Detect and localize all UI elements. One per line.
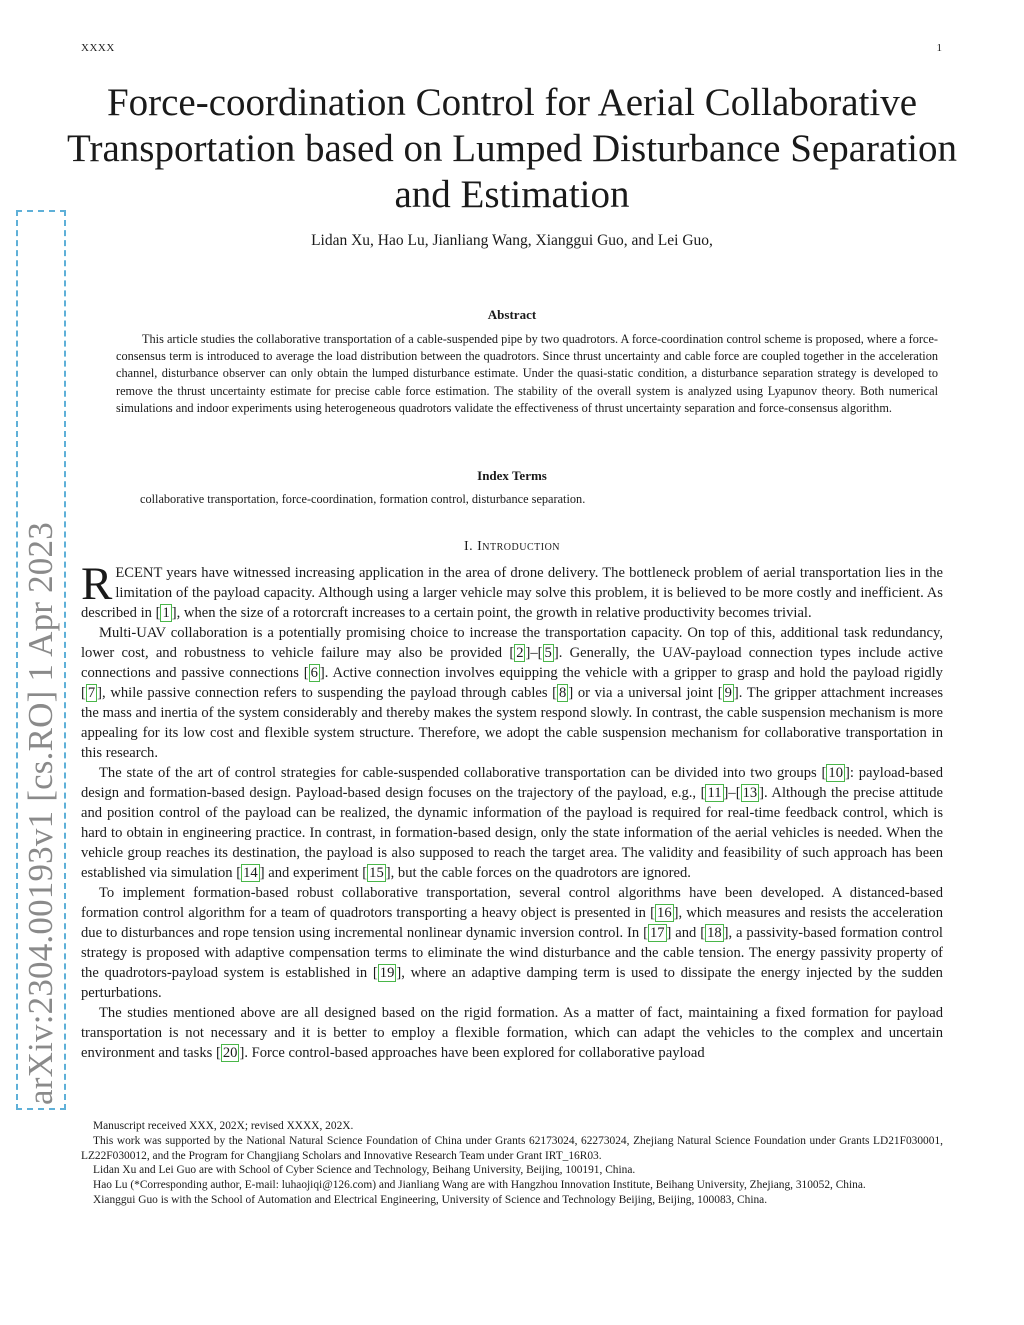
footnote: Xianggui Guo is with the School of Automation and Electrical Engineering, University of Science and Technology Beijing, Beijing, 100083, China. [93, 1193, 768, 1206]
citation-link[interactable]: 8 [559, 685, 567, 701]
paragraph-text: or via a universal joint [573, 685, 718, 701]
footnote: This work was supported by the National Natural Science Foundation of China under Grants 62173024, 62273024, Zhejiang Natural Science Foundation under Grants LD21F030001, LZ22F030012, and the Program for Changjiang Scholars and Innovative Research Team under Grant IRT_16R03. [81, 1134, 943, 1162]
paragraph-text: Multi-UAV collaboration is a potentially promising choice to increase the transportation capacity. On top of this, additional task redundancy, lower cost, and robustness to vehicle failure may also be provided [81, 625, 943, 661]
citation-dash: – [530, 645, 538, 661]
paper-title: Force-coordination Control for Aerial Collaborative Transportation based on Lumped Disturbance Separation and Estimation [67, 81, 957, 216]
citation-link[interactable]: 11 [707, 785, 722, 801]
citation-link[interactable]: 6 [310, 665, 318, 681]
section-heading [0, 539, 1024, 555]
paragraph-text: The state of the art of control strategies for cable-suspended collaborative transportation can be divided into two groups [99, 765, 822, 781]
arxiv-stamp[interactable]: arXiv:2304.00193v1 [cs.RO] 1 Apr 2023 [16, 210, 66, 1110]
paragraph: Multi-UAV collaboration is a potentially promising choice to increase the transportation capacity. On top of this, additional task redundancy, lower cost, and robustness to vehicle failure may also be provided [ 2 ]–[ 5 ]. Generally, the UAV-payload connection types include active connections and passive connections [ 6 ]. Active connection involves equipping the vehicle with a gripper to grasp and hold the payload rigidly [ 7 ], while passive connection refers to suspending the payload through cables [ 8 ] or via a universal joint [ 9 ]. The gripper attachment increases the mass and inertia of the system considerably and thereby makes the system respond slowly. In contrast, the cable suspension mechanism is more appealing for its low cost and flexible system structure. Therefore, we adopt the cable suspension mechanism for collaborative transportation in this research. [81, 625, 944, 761]
paragraph-text: . Although the precise attitude and position control of the payload can be realized, the dynamic information of the payload is required for real-time feedback control, which is hard to obtain in engineering practice. In contrast, in formation-based design, only the state information of the aerial vehicles is needed. When the vehicle group reaches its destination, the payload is also supposed to reach the target area. The validity and feasibility of such approach has been established via simulation [81, 785, 943, 881]
abstract-heading: Abstract [487, 307, 537, 322]
index-terms-heading: Index Terms [477, 468, 547, 483]
paragraph-text: . Force control-based approaches have been explored for collaborative payload [244, 1045, 705, 1061]
citation-link[interactable]: 17 [649, 925, 665, 941]
index-terms-text: collaborative transportation, force-coordination, formation control, disturbance separation. [140, 492, 586, 506]
citation-link[interactable]: 10 [828, 765, 843, 781]
citation-link[interactable]: 1 [162, 605, 170, 621]
paragraph: RECENT years have witnessed increasing application in the area of drone delivery. The bottleneck problem of aerial transportation lies in the limitation of the payload capacity. Although using a larger vehicle may solve this problem, it is believed to be more costly and inefficient. As described in [ 1 ], when the size of a rotorcraft increases to a certain point, the growth in relative productivity becomes trivial. [81, 558, 943, 621]
drop-cap: R [81, 558, 113, 610]
paragraph-text: . The gripper attachment increases the mass and inertia of the system considerably and thereby makes the system respond slowly. In contrast, the cable suspension mechanism is more appealing for its low cost and flexible system structure. Therefore, we adopt the cable suspension mechanism for collaborative transportation in this research. [81, 685, 943, 761]
citation-link[interactable]: 19 [379, 965, 395, 981]
citation-link[interactable]: 15 [369, 865, 384, 881]
running-header: XXXX [81, 42, 115, 54]
page-number: 1 [936, 42, 942, 54]
paragraph-text: , a passivity-based formation control strategy is proposed with adaptive compensation terms to eliminate the wind disturbance and the cable tension. The energy passivity property of the quadrotors-payload system is established in [81, 925, 943, 981]
footnote: Hao Lu (*Corresponding author, E-mail: luhaojiqi@126.com) and Jianliang Wang are with Hangzhou Innovation Institute, Beihang University, Zhejiang, 310052, China. [93, 1179, 866, 1192]
citation-link[interactable]: 5 [544, 645, 552, 661]
footnote: Manuscript received XXX, 202X; revised XXXX, 202X. [93, 1120, 354, 1132]
paragraph-text: , which measures and resists the acceleration due to disturbances and rope tension using incremental nonlinear dynamic inversion control. In [81, 905, 943, 941]
paragraph-text: To implement formation-based robust collaborative transportation, several control algorithms have been developed. A distanced-based formation control algorithm for a team of quadrotors transporting a heavy object is presented in [81, 885, 943, 921]
author-list: Lidan Xu, Hao Lu, Jianliang Wang, Xianggui Guo, and Lei Guo, [311, 232, 713, 249]
paragraph-text: , when the size of a rotorcraft increases to a certain point, the growth in relative productivity becomes trivial. [176, 605, 812, 621]
citation-link[interactable]: 2 [516, 645, 524, 661]
citation-link[interactable]: 14 [243, 865, 258, 881]
paragraph: The studies mentioned above are all designed based on the rigid formation. As a matter of fact, maintaining a fixed formation for payload transportation is not necessary and it is better to employ a flexible formation, which can adapt the vehicles to the complex and uncertain environment and tasks [ 20 ]. Force control-based approaches have been explored for collaborative payload [81, 1005, 943, 1061]
section-body [81, 558, 944, 1063]
paragraph: To implement formation-based robust collaborative transportation, several control algorithms have been developed. A distanced-based formation control algorithm for a team of quadrotors transporting a heavy object is presented in [ 16 ], which measures and resists the acceleration due to disturbances and rope tension using incremental nonlinear dynamic inversion control. In [ 17 ] and [ 18 ], a passivity-based formation control strategy is proposed with adaptive compensation terms to eliminate the wind disturbance and the cable tension. The energy passivity property of the quadrotors-payload system is established in [ 19 ], where an adaptive damping term is used to dissipate the energy injected by the sudden perturbations. [81, 885, 943, 1001]
citation-link[interactable]: 7 [87, 685, 96, 701]
paragraph-text: : payload-based design and formation-based design. Payload-based design focuses on the trajectory of the payload, e.g., [81, 765, 943, 801]
section-title: Introduction [477, 539, 561, 554]
abstract-text: This article studies the collaborative transportation of a cable-suspended pipe by two quadrotors. A force-coordination control scheme is proposed, where a force-consensus term is introduced to average the load distribution between the quadrotors. Since thrust uncertainty and cable force are coupled together in the acceleration channel, disturbance observer can only obtain the lumped disturbance estimate. Under the quasi-static condition, a disturbance separation strategy is developed to remove the thrust uncertainty estimate for precise cable force estimation. The stability of the overall system is analyzed using Lyapunov theory. Both numerical simulations and indoor experiments using heterogeneous quadrotors validate the effectiveness of thrust uncertainty separation and force-consensus algorithm. [116, 332, 938, 415]
paragraph-text: . Generally, the UAV-payload connection types include active connections and passive connections [81, 645, 944, 681]
paragraph-text: ECENT years have witnessed increasing application in the area of drone delivery. The bottleneck problem of aerial transportation lies in the limitation of the payload capacity. Although using a larger vehicle may solve this problem, it is believed to be more costly and inefficient. As described in [81, 565, 943, 621]
paragraph-text: . Active connection involves equipping the vehicle with a gripper to grasp and hold the payload rigidly [324, 665, 943, 681]
paragraph-text: , where an adaptive damping term is used to dissipate the energy injected by the sudden perturbations. [81, 965, 943, 1001]
footnotes [81, 1119, 943, 1208]
paragraph-text: The studies mentioned above are all designed based on the rigid formation. As a matter of fact, maintaining a fixed formation for payload transportation is not necessary and it is better to employ a flexible formation, which can adapt the vehicles to the complex and uncertain environment and tasks [81, 1005, 943, 1061]
paragraph-text: and [671, 925, 701, 941]
paragraph-text: and experiment [264, 865, 363, 881]
paragraph-text: , while passive connection refers to suspending the payload through cables [102, 685, 553, 701]
citation-link[interactable]: 9 [724, 685, 732, 701]
section-number: I. [463, 539, 474, 554]
footnote: Lidan Xu and Lei Guo are with School of Cyber Science and Technology, Beihang University, Beijing, 100191, China. [93, 1164, 636, 1177]
citation-dash: – [728, 785, 736, 801]
citation-link[interactable]: 20 [222, 1045, 238, 1061]
paragraph-text: , but the cable forces on the quadrotors are ignored. [390, 865, 691, 881]
paragraph: The state of the art of control strategies for cable-suspended collaborative transportation can be divided into two groups [ 10 ]: payload-based design and formation-based design. Payload-based design focuses on the trajectory of the payload, e.g., [ 11 ]–[ 13 ]. Although the precise attitude and position control of the payload can be realized, the dynamic information of the payload is required for real-time feedback control, which is hard to obtain in engineering practice. In contrast, in formation-based design, only the state information of the aerial vehicles is needed. When the vehicle group reaches its destination, the payload is also supposed to reach the target area. The validity and feasibility of such approach has been established via simulation [ 14 ] and experiment [ 15 ], but the cable forces on the quadrotors are ignored. [81, 765, 943, 881]
citation-link[interactable]: 13 [742, 785, 758, 801]
citation-link[interactable]: 16 [657, 905, 672, 921]
citation-link[interactable]: 18 [707, 925, 722, 941]
